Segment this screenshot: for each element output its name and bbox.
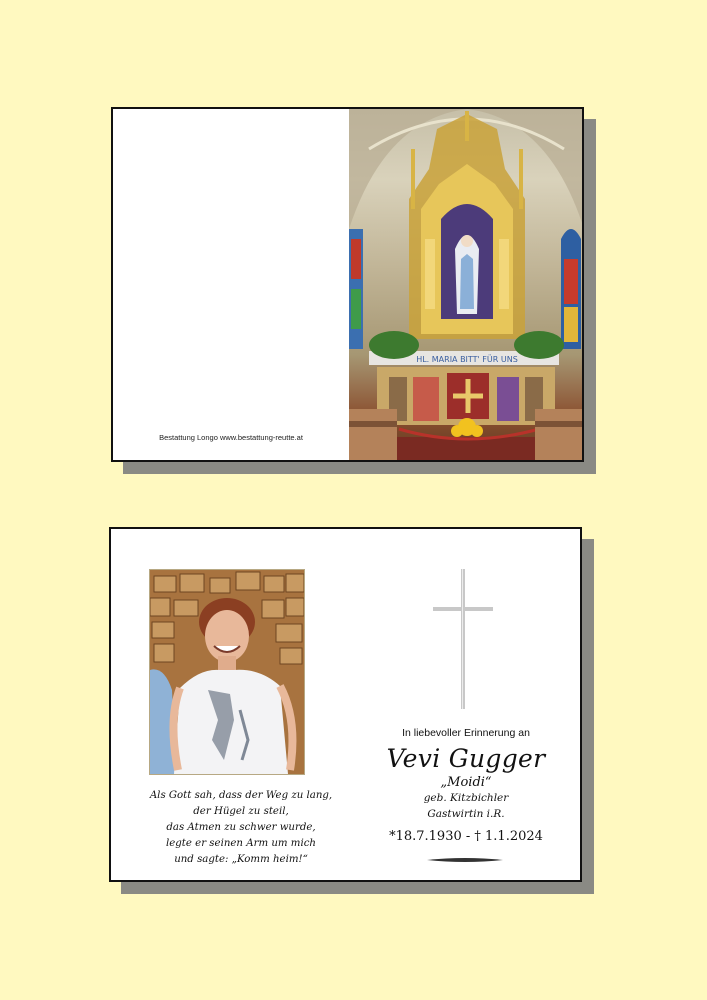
memorial-intro: In liebevoller Erinnerung an: [402, 727, 530, 739]
church-altar-photo: [349, 109, 584, 460]
profession: Gastwirtin i.R.: [427, 808, 505, 820]
portrait-illustration: [150, 570, 304, 774]
funeral-home-imprint: Bestattung Longo www.bestattung-reutte.at: [159, 433, 303, 442]
card-back: [109, 527, 582, 882]
memorial-poem: [121, 788, 361, 868]
maiden-name: geb. Kitzbichler: [423, 792, 509, 804]
deceased-name: Vevi Gugger: [386, 744, 546, 773]
poem-line: Als Gott sah, dass der Weg zu lang,: [149, 790, 333, 801]
poem-line: das Atmen zu schwer wurde,: [166, 822, 316, 833]
poem-line: der Hügel zu steil,: [193, 806, 289, 817]
poem-line: legte er seinen Arm um mich: [166, 838, 316, 849]
life-dates: *18.7.1930 - † 1.1.2024: [389, 829, 543, 844]
deceased-nickname: „Moidi“: [440, 775, 492, 790]
portrait-photo: [149, 569, 305, 775]
poem-line: und sagte: „Komm heim!“: [174, 854, 308, 865]
card-front-left-panel: [113, 109, 349, 460]
cross-icon: [431, 569, 495, 709]
ornament-divider: [427, 857, 503, 863]
church-altar-illustration: [349, 109, 584, 460]
card-front: [111, 107, 584, 462]
altar-banner-text: HL. MARIA BITT' FÜR UNS: [416, 355, 518, 364]
